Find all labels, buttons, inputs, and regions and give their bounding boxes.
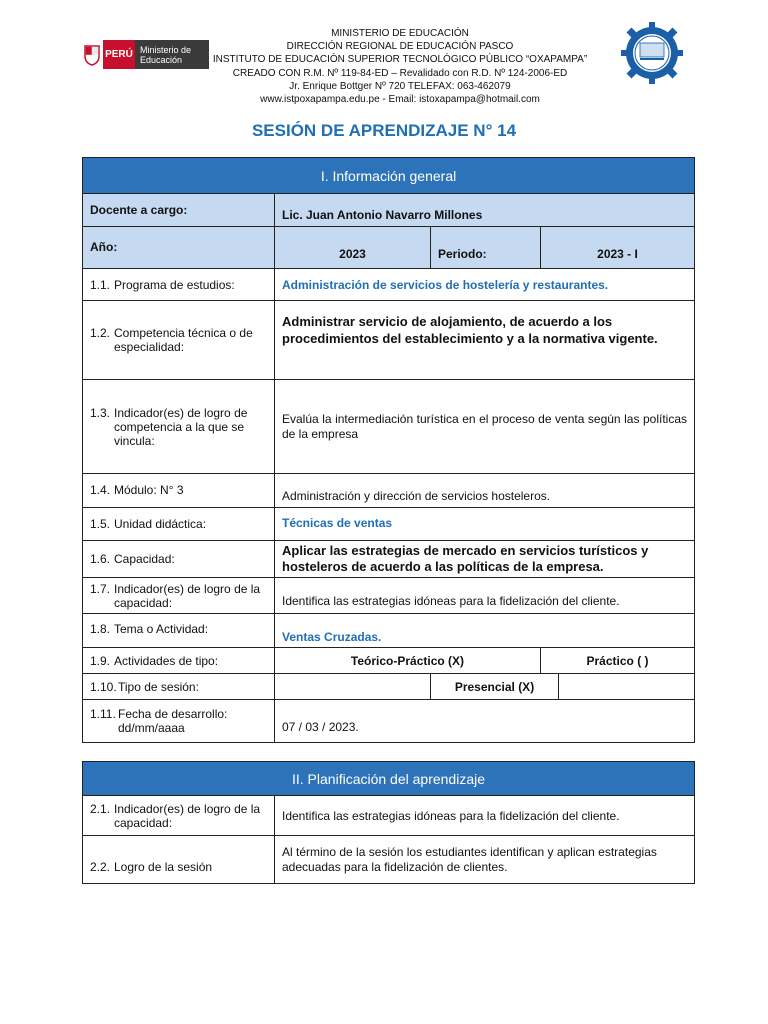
header-line: MINISTERIO DE EDUCACIÓN bbox=[331, 28, 469, 39]
section-heading: II. Planificación del aprendizaje bbox=[83, 762, 695, 796]
row-number: 2.1. bbox=[90, 801, 111, 816]
tipo-sesion-empty-cell bbox=[275, 674, 431, 700]
anio-label: Año: bbox=[83, 227, 275, 269]
competencia-value: Administrar servicio de alojamiento, de acuerdo a los procedimientos del establecimiento y a la normativa vigente. bbox=[275, 301, 695, 380]
institution-header bbox=[200, 27, 600, 106]
indicador-cap-label bbox=[83, 578, 275, 614]
minedu-logo bbox=[81, 40, 209, 69]
row-number: 1.5. bbox=[90, 517, 111, 531]
tipo-sesion-value: Presencial (X) bbox=[431, 674, 559, 700]
planning-table bbox=[82, 761, 695, 884]
row-number: 1.6. bbox=[90, 552, 111, 566]
header-line: DIRECCIÓN REGIONAL DE EDUCACIÓN PASCO bbox=[286, 41, 514, 53]
row-number: 1.11. bbox=[90, 707, 116, 721]
modulo-value: Administración y dirección de servicios hosteleros. bbox=[275, 474, 695, 508]
row-label: Capacidad: bbox=[114, 552, 175, 566]
competencia-label bbox=[83, 301, 275, 380]
periodo-value: 2023 - I bbox=[541, 227, 695, 269]
header-line: Jr. Enrique Bottger Nº 720 TELEFAX: 063-462079 bbox=[289, 80, 511, 92]
row-label: Logro de la sesión bbox=[114, 859, 213, 874]
logro-label bbox=[83, 836, 275, 884]
modulo-label bbox=[83, 474, 275, 508]
page-title: SESIÓN DE APRENDIZAJE N° 14 bbox=[251, 121, 517, 140]
row-number: 1.9. bbox=[90, 653, 111, 668]
row-number: 1.2. bbox=[90, 326, 111, 340]
header-line: INSTITUTO DE EDUCACIÓN SUPERIOR TECNOLÓGICO PÚBLICO “OXAPAMPA” bbox=[212, 54, 588, 66]
row-label: Actividades de tipo: bbox=[114, 653, 219, 668]
row-label: Fecha de desarrollo: bbox=[118, 707, 228, 721]
programa-value: Administración de servicios de hostelería y restaurantes. bbox=[275, 269, 695, 301]
indicador-cap-value: Identifica las estrategias idóneas para la fidelización del cliente. bbox=[275, 578, 695, 614]
row-number: 2.2. bbox=[90, 859, 111, 874]
row-number: 1.4. bbox=[90, 483, 111, 497]
tipo-sesion-empty-cell bbox=[559, 674, 695, 700]
logro-value: Al término de la sesión los estudiantes identifican y aplican estrategias adecuadas para la fidelización de clientes. bbox=[275, 836, 695, 884]
fecha-label bbox=[83, 700, 275, 743]
row-number: 1.10. bbox=[90, 679, 117, 694]
row-label: Tipo de sesión: bbox=[118, 679, 199, 694]
fecha-value: 07 / 03 / 2023. bbox=[275, 700, 695, 743]
general-info-table bbox=[82, 157, 695, 743]
anio-value: 2023 bbox=[275, 227, 431, 269]
peru-shield-icon bbox=[81, 40, 103, 69]
indicador-label bbox=[83, 380, 275, 474]
actividades-label bbox=[83, 648, 275, 674]
indicador-value: Evalúa la intermediación turística en el proceso de venta según las políticas de la empresa bbox=[275, 380, 695, 474]
docente-label: Docente a cargo: bbox=[83, 194, 275, 227]
header-line: CREADO CON R.M. Nº 119-84-ED – Revalidado con R.D. Nº 124-2006-ED bbox=[232, 67, 568, 79]
row-number: 1.8. bbox=[90, 622, 111, 636]
row-number: 1.3. bbox=[90, 405, 111, 420]
row-number: 1.1. bbox=[90, 277, 111, 292]
tema-value: Ventas Cruzadas. bbox=[275, 614, 695, 648]
actividades-teorico: Teórico-Práctico (X) bbox=[275, 648, 541, 674]
periodo-label: Periodo: bbox=[431, 227, 541, 269]
tema-label bbox=[83, 614, 275, 648]
peru-label: PERÚ bbox=[103, 40, 135, 69]
row-label: Competencia técnica o de especialidad: bbox=[114, 326, 253, 354]
section-heading: I. Información general bbox=[83, 158, 695, 194]
programa-label bbox=[83, 269, 275, 301]
capacidad-value: Aplicar las estrategias de mercado en servicios turísticos y hosteleros de acuerdo a las políticas de la empresa. bbox=[275, 541, 695, 578]
indicador-2-value: Identifica las estrategias idóneas para la fidelización del cliente. bbox=[275, 796, 695, 836]
tipo-sesion-label bbox=[83, 674, 275, 700]
row-sublabel: dd/mm/aaaa bbox=[118, 721, 185, 735]
row-label: Programa de estudios: bbox=[114, 277, 235, 292]
row-number: 1.7. bbox=[90, 581, 111, 596]
actividades-practico: Práctico ( ) bbox=[541, 648, 695, 674]
capacidad-label bbox=[83, 541, 275, 578]
institute-seal-icon bbox=[618, 21, 686, 85]
docente-value: Lic. Juan Antonio Navarro Millones bbox=[275, 194, 695, 227]
unidad-label bbox=[83, 508, 275, 541]
row-label: Indicador(es) de logro de la capacidad: bbox=[114, 581, 261, 610]
row-label: Módulo: N° 3 bbox=[114, 483, 184, 497]
row-label: Unidad didáctica: bbox=[114, 517, 207, 531]
row-label: Indicador(es) de logro de la capacidad: bbox=[114, 801, 261, 830]
ministerio-label: Ministerio de Educación bbox=[135, 40, 209, 69]
row-label: Indicador(es) de logro de competencia a la que se vincula: bbox=[114, 405, 248, 448]
unidad-value: Técnicas de ventas bbox=[275, 508, 695, 541]
row-label: Tema o Actividad: bbox=[114, 622, 209, 636]
indicador-2-label bbox=[83, 796, 275, 836]
header-line: www.istpoxapampa.edu.pe - Email: istoxapampa@hotmail.com bbox=[260, 94, 540, 106]
